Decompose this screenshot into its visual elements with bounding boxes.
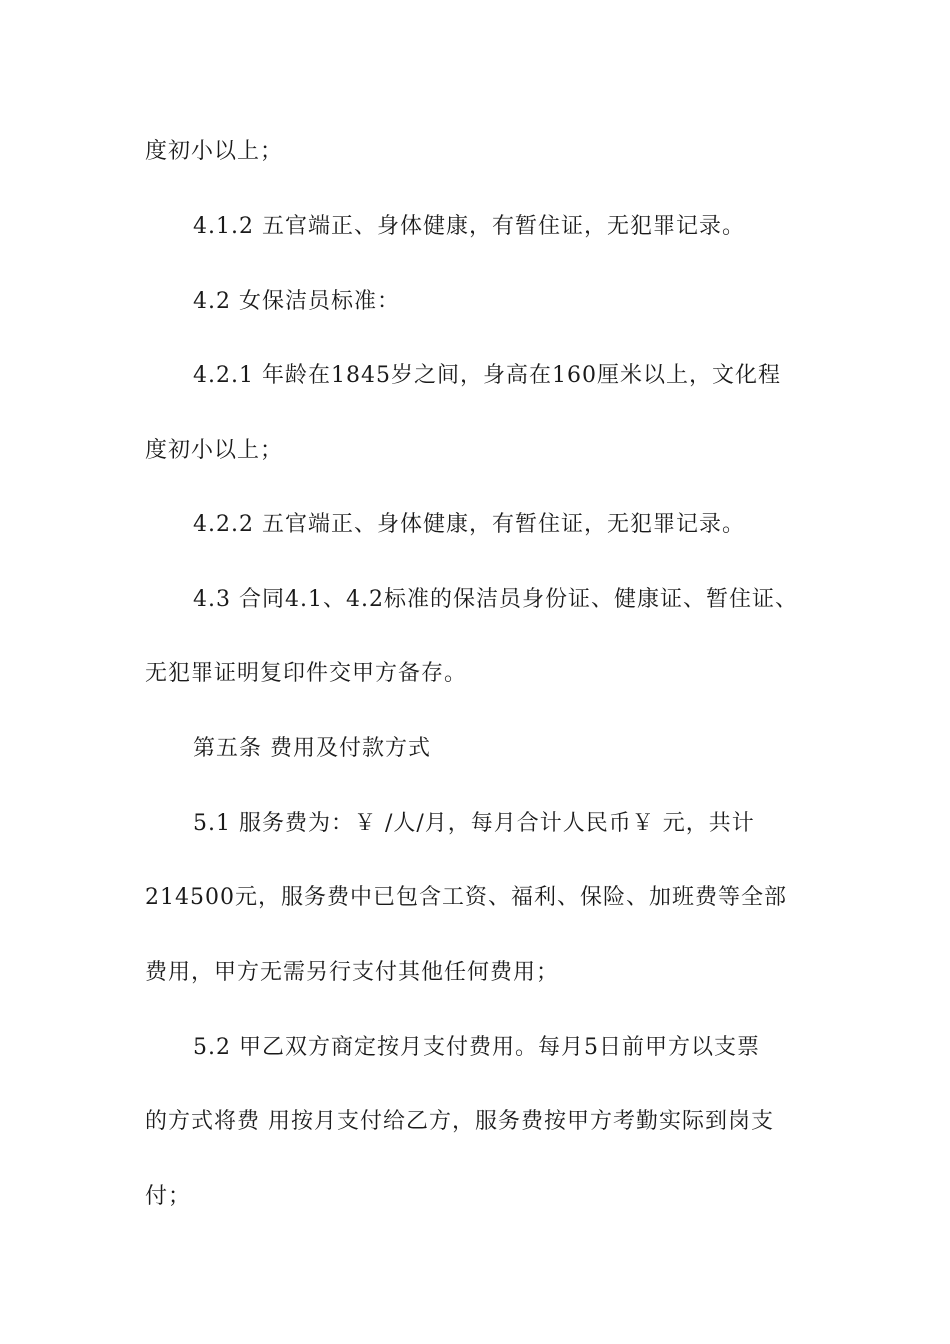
section-heading: 第五条 费用及付款方式 [193, 736, 431, 761]
paragraph-line: 度初小以上； [145, 438, 284, 463]
paragraph-line: 4.2.1 年龄在1845岁之间，身高在160厘米以上，文化程 [193, 363, 781, 388]
paragraph-line: 的方式将费 用按月支付给乙方，服务费按甲方考勤实际到岗支 [145, 1109, 774, 1134]
paragraph-line: 度初小以上； [145, 139, 284, 164]
paragraph-line: 5.1 服务费为：￥ /人/月，每月合计人民币￥ 元，共计 [193, 811, 755, 836]
paragraph-line: 214500元，服务费中已包含工资、福利、保险、加班费等全部 [145, 885, 787, 910]
paragraph-line: 4.2 女保洁员标准： [193, 289, 400, 314]
paragraph-line: 付； [145, 1184, 192, 1209]
paragraph-line: 4.3 合同4.1、4.2标准的保洁员身份证、健康证、暂住证、 [193, 587, 798, 612]
paragraph-line: 4.2.2 五官端正、身体健康，有暂住证，无犯罪记录。 [193, 512, 745, 537]
paragraph-line: 4.1.2 五官端正、身体健康，有暂住证，无犯罪记录。 [193, 214, 745, 239]
paragraph-line: 无犯罪证明复印件交甲方备存。 [145, 661, 468, 686]
paragraph-line: 5.2 甲乙双方商定按月支付费用。每月5日前甲方以支票 [193, 1035, 760, 1060]
paragraph-line: 费用，甲方无需另行支付其他任何费用； [145, 960, 560, 985]
